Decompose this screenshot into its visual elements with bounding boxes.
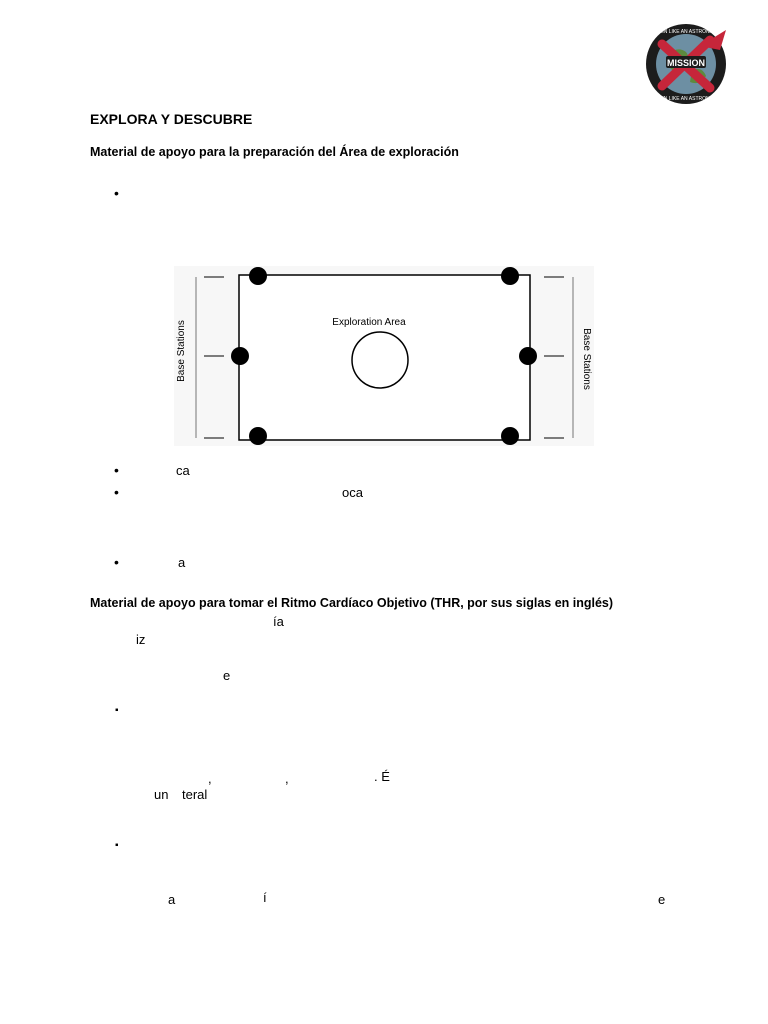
base-station-dot <box>501 427 519 445</box>
bullet-2: • <box>114 462 119 478</box>
base-stations-right-label: Base Stations <box>581 328 592 390</box>
fragment-a: a <box>178 555 186 570</box>
logo-ring-top: TRAIN LIKE AN ASTRONAUT <box>652 29 720 35</box>
mission-x-logo <box>640 20 732 106</box>
logo-ring-bottom: TRAIN LIKE AN ASTRONAUT <box>652 96 720 102</box>
bullet-4: • <box>114 554 119 570</box>
base-stations-left-label: Base Stations <box>176 320 187 382</box>
square-bullet-1: ▪ <box>115 705 119 716</box>
fragment-i: í <box>263 890 267 905</box>
fragment-teral: teral <box>182 787 208 802</box>
fragment-e1: e <box>223 668 231 683</box>
fragment-ia: ía <box>273 614 284 629</box>
fragment-comma2: , <box>285 771 289 786</box>
exploration-area-label: Exploration Area <box>332 317 406 328</box>
fragment-un: un <box>154 787 169 802</box>
fragment-ca: ca <box>176 463 190 478</box>
fragment-a2: a <box>168 892 176 907</box>
fragment-E: . É <box>374 769 390 784</box>
fragment-oca: oca <box>342 485 363 500</box>
diagram-svg <box>174 266 594 446</box>
section2-title: Material de apoyo para tomar el Ritmo Cardíaco Objetivo (THR, por sus siglas en inglés) <box>90 596 614 610</box>
logo-center-text: MISSION <box>666 58 706 68</box>
base-station-dot <box>501 267 519 285</box>
exploration-diagram <box>174 266 594 446</box>
exploration-area-rect <box>239 275 530 440</box>
fragment-e2: e <box>658 892 666 907</box>
fragment-iz: iz <box>136 632 146 647</box>
page-title: EXPLORA Y DESCUBRE <box>90 111 253 127</box>
bullet-3: • <box>114 484 119 500</box>
fragment-comma1: , <box>208 771 212 786</box>
base-station-dot <box>231 347 249 365</box>
base-station-dot <box>519 347 537 365</box>
section1-title: Material de apoyo para la preparación del Área de exploración <box>90 145 459 159</box>
base-station-dot <box>249 267 267 285</box>
bullet-1: • <box>114 185 119 201</box>
square-bullet-2: ▪ <box>115 840 119 851</box>
base-station-dot <box>249 427 267 445</box>
